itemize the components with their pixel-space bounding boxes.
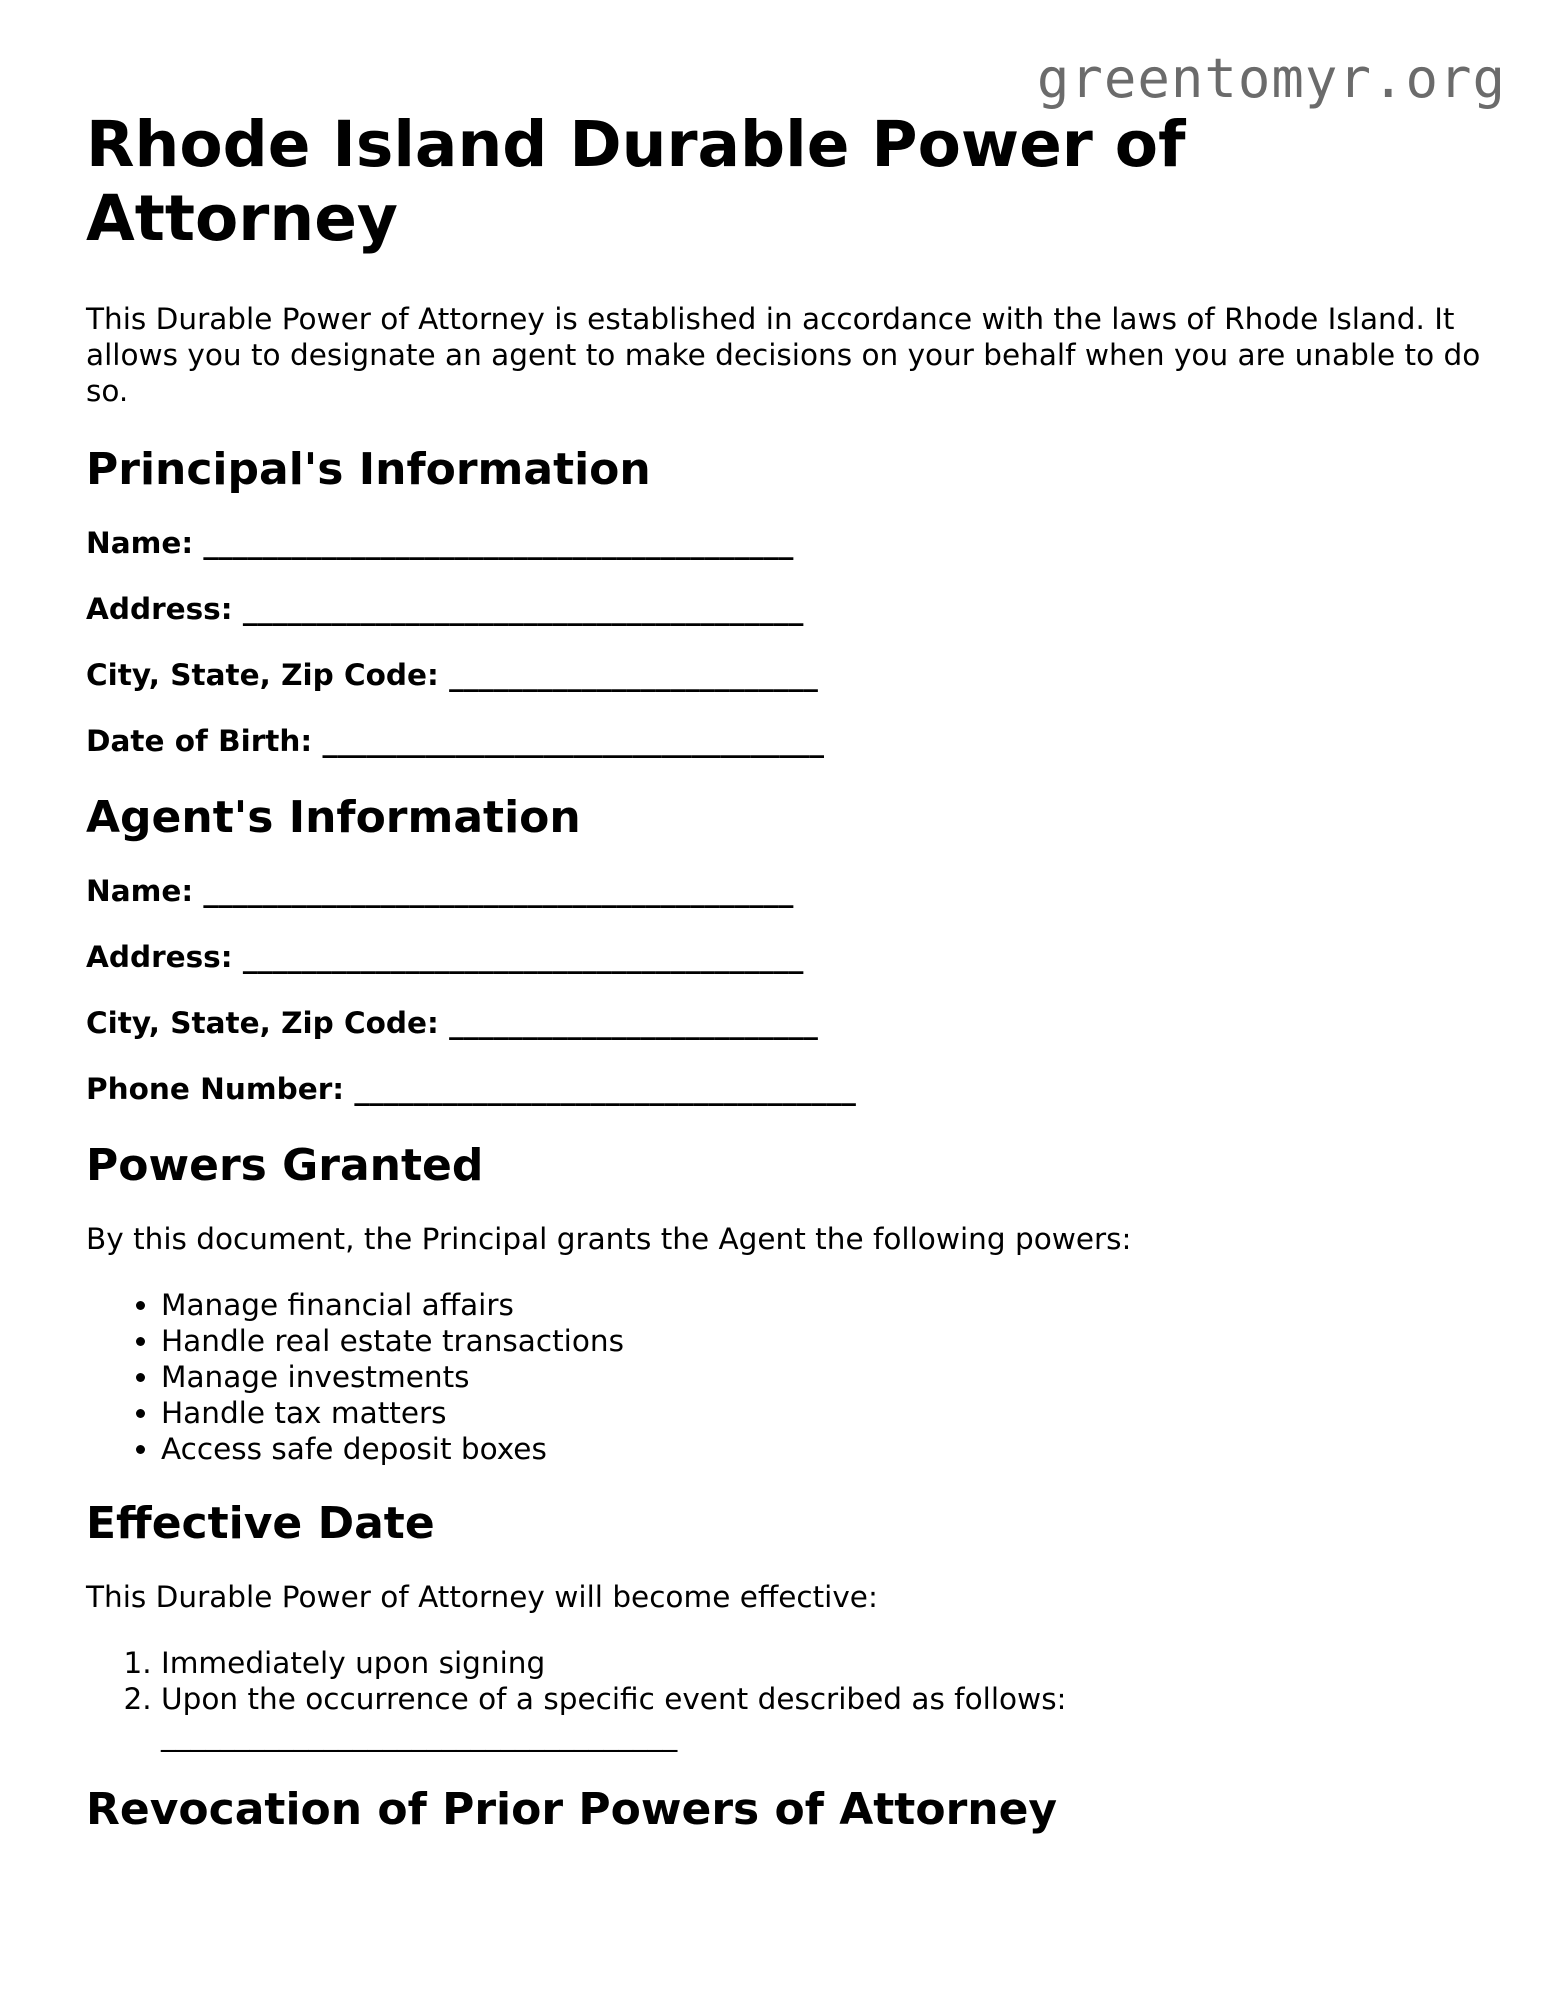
field-blank[interactable]: ______________________________________ — [242, 940, 804, 974]
principal-city-state-zip-field[interactable] — [86, 657, 1486, 693]
list-item: • Manage investments — [161, 1359, 1486, 1395]
document-title: Rhode Island Durable Power of Attorney — [86, 108, 1186, 255]
field-blank[interactable]: ________________________________________ — [203, 874, 794, 908]
list-item — [161, 1681, 1486, 1753]
field-blank[interactable]: _________________________ — [449, 1006, 818, 1040]
agent-city-state-zip-field[interactable] — [86, 1005, 1486, 1041]
principal-heading: Principal's Information — [86, 444, 651, 495]
field-blank[interactable]: __________________________________ — [322, 724, 824, 758]
principal-address-field[interactable] — [86, 591, 1486, 627]
field-blank[interactable]: ________________________________________ — [203, 526, 794, 560]
field-label: Date of Birth: — [86, 724, 313, 758]
watermark-site-name: greentomyr.org — [1036, 47, 1506, 110]
intro-paragraph: This Durable Power of Attorney is established in accordance with the laws of Rhode Island. It allows you to designate an agent to make decisions on your behalf when you are unable to do so. — [86, 302, 1481, 408]
field-blank[interactable]: ______________________________________ — [242, 592, 804, 626]
list-item-text: Upon the occurrence of a specific event described as follows: — [161, 1682, 1067, 1716]
powers-list — [86, 1287, 1486, 1467]
list-item: 1. Immediately upon signing — [161, 1645, 1486, 1681]
field-label: Phone Number: — [86, 1072, 345, 1106]
field-label: Name: — [86, 874, 194, 908]
effective-date-intro: This Durable Power of Attorney will become effective: — [86, 1580, 878, 1614]
principal-date-of-birth-field[interactable] — [86, 723, 1486, 759]
field-label: Address: — [86, 592, 233, 626]
field-blank[interactable]: __________________________________ — [354, 1072, 856, 1106]
field-label: Name: — [86, 526, 194, 560]
powers-intro: By this document, the Principal grants the Agent the following powers: — [86, 1222, 1132, 1256]
field-label: City, State, Zip Code: — [86, 658, 439, 692]
agent-phone-number-field[interactable] — [86, 1071, 1486, 1107]
list-item: • Handle tax matters — [161, 1395, 1486, 1431]
field-blank[interactable]: _________________________ — [449, 658, 818, 692]
field-label: Address: — [86, 940, 233, 974]
effective-date-heading: Effective Date — [86, 1498, 435, 1549]
list-item: • Access safe deposit boxes — [161, 1431, 1486, 1467]
list-item: • Handle real estate transactions — [161, 1323, 1486, 1359]
list-item: • Manage financial affairs — [161, 1287, 1486, 1323]
agent-address-field[interactable] — [86, 939, 1486, 975]
powers-heading: Powers Granted — [86, 1140, 484, 1191]
principal-name-field[interactable] — [86, 525, 1486, 561]
revocation-heading: Revocation of Prior Powers of Attorney — [86, 1784, 1058, 1835]
field-label: City, State, Zip Code: — [86, 1006, 439, 1040]
agent-name-field[interactable] — [86, 873, 1486, 909]
effective-date-options — [86, 1645, 1486, 1753]
document-page — [86, 108, 1486, 1865]
agent-heading: Agent's Information — [86, 792, 581, 843]
event-description-blank[interactable]: ___________________________________ — [161, 1718, 678, 1752]
